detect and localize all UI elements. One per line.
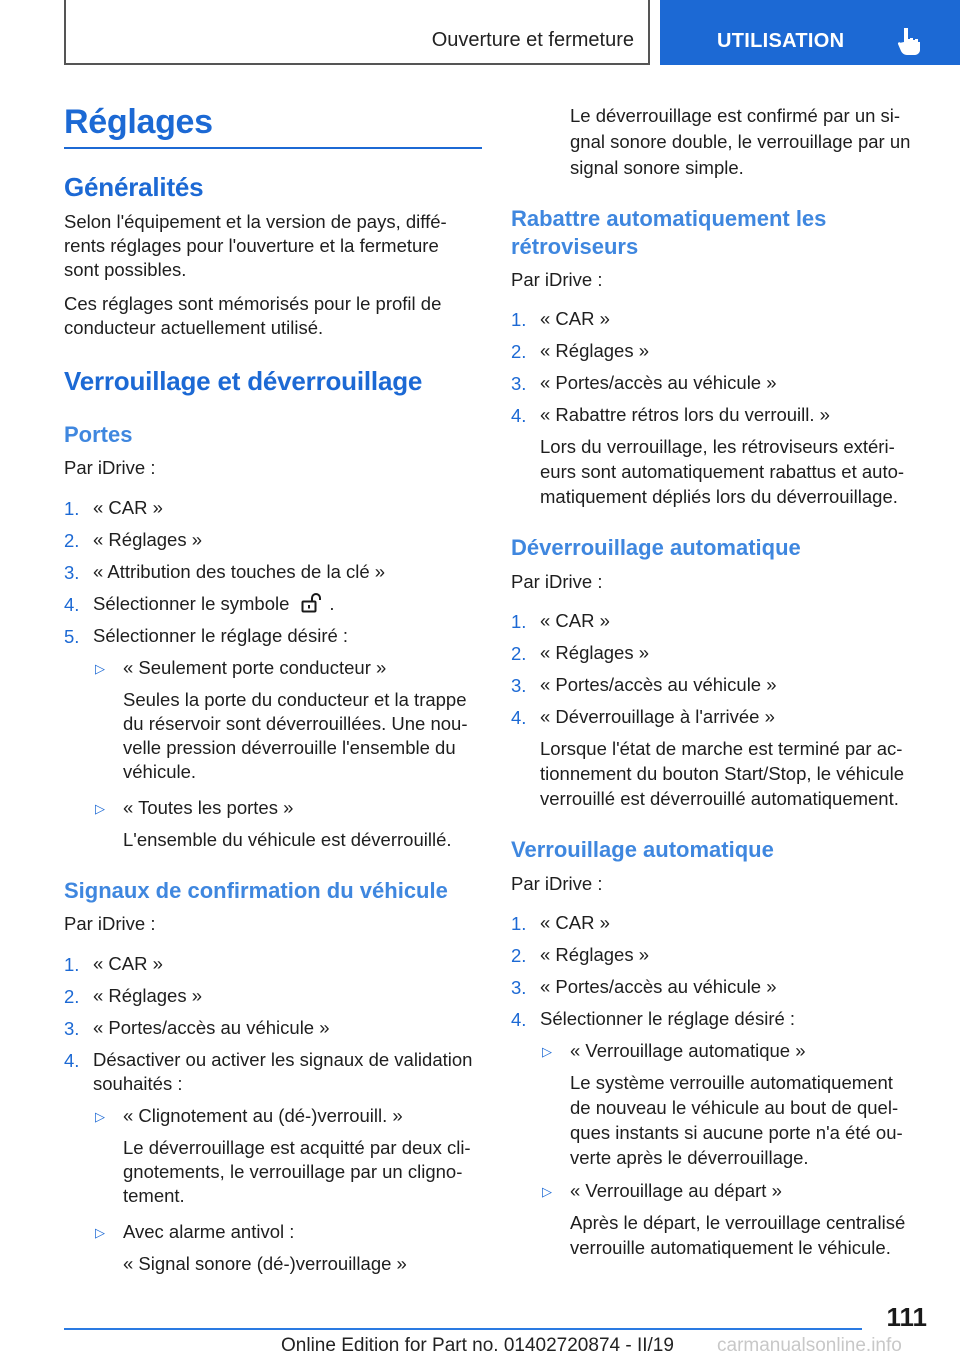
autounlock-intro: Par iDrive : [511,571,603,592]
autounlock-step-1: « CAR » [540,610,610,631]
autolock-option-2-desc: verrouille automatiquement le véhicule. [570,1237,891,1258]
signals-option-1-desc: Le déverrouillage est acquitté par deux cli- [123,1137,471,1158]
autolock-intro: Par iDrive : [511,873,603,894]
general-line-3: sont possibles. [64,259,187,280]
heading-auto-lock: Verrouillage automatique [511,837,774,862]
doors-option-2-desc: L'ensemble du véhicule est déverrouillé. [123,829,452,850]
step-number: 1. [511,309,527,330]
step-number: 1. [64,498,80,519]
bullet-triangle-icon: ▷ [95,661,105,676]
step-number: 1. [64,954,80,975]
general-line-2: rents réglages pour l'ouverture et la fermeture [64,235,439,256]
doors-option-1-desc: velle pression déverrouille l'ensemble du [123,737,456,758]
title-rule [64,147,482,149]
step-number: 2. [511,945,527,966]
step-number: 5. [64,626,80,647]
header-chapter-tab[interactable] [660,0,960,65]
signals-option-1-desc: gnotements, le verrouillage par un cligno- [123,1161,463,1182]
doors-option-1-desc: Seules la porte du conducteur et la trappe [123,689,467,710]
signals-step-2: « Réglages » [93,985,203,1006]
step-number: 3. [64,1018,80,1039]
autounlock-step-4: « Déverrouillage à l'arrivée » [540,706,775,727]
heading-auto-unlock: Déverrouillage automatique [511,535,801,560]
header-section-title: Ouverture et fermeture [431,29,634,51]
edition-note: Online Edition for Part no. 01402720874 - II/19 [281,1335,674,1356]
autolock-option-2-desc: Après le départ, le verrouillage centralisé [570,1212,906,1233]
header-chapter-label: UTILISATION [717,30,845,52]
signals-cont-line: signal sonore simple. [570,157,744,178]
signals-option-2-desc: « Signal sonore (dé-)verrouillage » [123,1253,407,1274]
bullet-triangle-icon: ▷ [95,801,105,816]
step-number: 3. [511,977,527,998]
bullet-triangle-icon: ▷ [95,1109,105,1124]
doors-step-2: « Réglages » [93,529,203,550]
mirrors-step-1: « CAR » [540,308,610,329]
mirrors-desc: matiquement dépliés lors du déverrouillage. [540,486,898,507]
heading-general: Généralités [64,172,204,202]
step-number: 1. [511,611,527,632]
signals-step-4: Désactiver ou activer les signaux de validation [93,1049,473,1070]
bullet-triangle-icon: ▷ [542,1184,552,1199]
heading-fold-mirrors: Rabattre automatiquement les [511,206,827,231]
step-number: 4. [64,1050,80,1071]
signals-cont-line: Le déverrouillage est confirmé par un si- [570,105,901,126]
bullet-triangle-icon: ▷ [95,1225,105,1240]
signals-intro: Par iDrive : [64,913,156,934]
page-number: 111 [886,1302,927,1332]
step-number: 2. [511,341,527,362]
autounlock-step-3: « Portes/accès au véhicule » [540,674,777,695]
doors-option-1-desc: du réservoir sont déverrouillées. Une nou- [123,713,468,734]
doors-step-3: « Attribution des touches de la clé » [93,561,386,582]
autolock-option-1-desc: ques instants si aucune porte n'a été ou- [570,1122,903,1143]
mirrors-step-2: « Réglages » [540,340,650,361]
bullet-triangle-icon: ▷ [542,1044,552,1059]
step-number: 4. [511,405,527,426]
autolock-option-1: « Verrouillage automatique » [570,1040,806,1061]
signals-step-4-cont: souhaités : [93,1073,183,1094]
step-number: 2. [511,643,527,664]
autolock-step-3: « Portes/accès au véhicule » [540,976,777,997]
header-section-box [64,0,650,65]
signals-step-1: « CAR » [93,953,163,974]
step-number: 4. [511,707,527,728]
autolock-option-2: « Verrouillage au départ » [570,1180,782,1201]
autolock-option-1-desc: verte après le déverrouillage. [570,1147,809,1168]
doors-step-4-text: Sélectionner le symbole [93,593,290,614]
footer-rule [64,1328,862,1330]
unlock-icon [301,593,323,613]
step-number: 4. [64,594,80,615]
doors-option-1: « Seulement porte conducteur » [123,657,387,678]
mirrors-desc: eurs sont automatiquement rabattus et auto- [540,461,905,482]
step-number: 2. [64,986,80,1007]
page-title: Réglages [64,103,213,141]
mirrors-step-3: « Portes/accès au véhicule » [540,372,777,393]
general-line-5: conducteur actuellement utilisé. [64,317,324,338]
autolock-option-1-desc: de nouveau le véhicule au bout de quel- [570,1097,899,1118]
mirrors-step-4: « Rabattre rétros lors du verrouill. » [540,404,830,425]
autolock-step-4: Sélectionner le réglage désiré : [540,1008,796,1029]
autolock-option-1-desc: Le système verrouille automatiquement [570,1072,893,1093]
signals-option-1-desc: tement. [123,1185,185,1206]
doors-step-4-suffix: . [329,593,335,614]
autolock-step-1: « CAR » [540,912,610,933]
mirrors-desc: Lors du verrouillage, les rétroviseurs extéri- [540,436,895,457]
mirrors-intro: Par iDrive : [511,269,603,290]
signals-step-3: « Portes/accès au véhicule » [93,1017,330,1038]
doors-step-1: « CAR » [93,497,163,518]
heading-fold-mirrors-line-2: rétroviseurs [511,234,639,259]
step-number: 3. [64,562,80,583]
signals-option-1: « Clignotement au (dé-)verrouill. » [123,1105,403,1126]
step-number: 2. [64,530,80,551]
doors-option-1-desc: véhicule. [123,761,197,782]
signals-option-2: Avec alarme antivol : [123,1221,295,1242]
autounlock-desc: Lorsque l'état de marche est terminé par ac- [540,738,903,759]
general-line-4: Ces réglages sont mémorisés pour le profil de [64,293,442,314]
signals-cont-line: gnal sonore double, le verrouillage par un [570,131,911,152]
doors-intro: Par iDrive : [64,457,156,478]
step-number: 3. [511,373,527,394]
heading-lock-unlock: Verrouillage et déverrouillage [64,366,423,396]
doors-option-2: « Toutes les portes » [123,797,294,818]
step-number: 4. [511,1009,527,1030]
doors-step-5: Sélectionner le réglage désiré : [93,625,349,646]
step-number: 3. [511,675,527,696]
autounlock-step-2: « Réglages » [540,642,650,663]
step-number: 1. [511,913,527,934]
autounlock-desc: tionnement du bouton Start/Stop, le véhicule [540,763,905,784]
heading-doors: Portes [64,422,133,447]
general-line-1: Selon l'équipement et la version de pays, diffé- [64,211,447,232]
doors-step-4 [93,592,335,616]
pointing-hand-icon [895,26,925,56]
autounlock-desc: verrouillé est déverrouillé automatiquement. [540,788,899,809]
autolock-step-2: « Réglages » [540,944,650,965]
watermark: carmanualsonline.info [717,1335,902,1356]
heading-confirmation-signals: Signaux de confirmation du véhicule [64,878,448,903]
